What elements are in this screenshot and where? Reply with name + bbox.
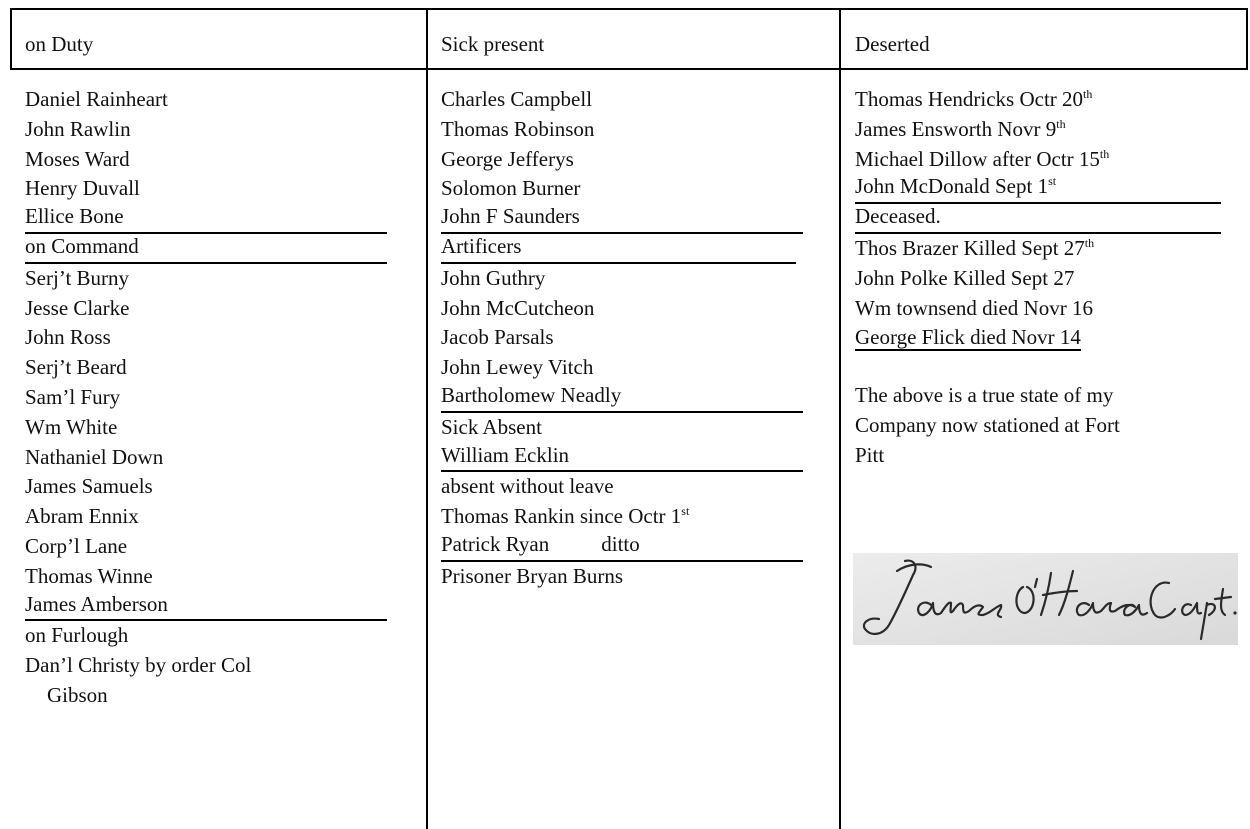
- list-item: [855, 115, 1221, 145]
- list-item: John McCutcheon: [441, 295, 595, 320]
- list-item: Serj’t Burny: [25, 265, 130, 290]
- list-item: [855, 145, 1221, 175]
- ordinal-suffix: th: [1056, 116, 1066, 131]
- ordinal-suffix: th: [1083, 87, 1093, 101]
- list-item: Bartholomew Neadly: [441, 383, 803, 413]
- list-item: James Samuels: [25, 474, 153, 499]
- list-item-text: George Flick died Novr 14: [855, 325, 1081, 350]
- section-heading-on-command: on Command: [25, 234, 387, 264]
- ordinal-suffix: st: [1048, 174, 1057, 189]
- section-heading-deceased: Deceased.: [855, 204, 1221, 234]
- ditto-mark: ditto: [601, 531, 640, 556]
- list-item-text: Patrick Ryan: [441, 531, 550, 556]
- section-heading-sick-absent: Sick Absent: [441, 414, 542, 439]
- header-sick-present: Sick present: [441, 32, 545, 56]
- section-heading-artificers: Artificers: [441, 234, 796, 264]
- list-item-text: Thomas Hendricks Octr 20: [855, 87, 1084, 111]
- list-item: John Polke Killed Sept 27: [855, 265, 1075, 290]
- signature-image: [853, 553, 1238, 645]
- spacer: [855, 353, 1221, 381]
- table-right-border: [1246, 8, 1248, 70]
- list-item: [855, 323, 1221, 353]
- list-item: Ellice Bone: [25, 204, 387, 234]
- table-left-border: [10, 8, 12, 70]
- list-item: [441, 532, 803, 562]
- list-item-text: Thomas Rankin since Octr 1: [441, 504, 682, 529]
- list-item: John Ross: [25, 325, 111, 350]
- list-item-text: John McDonald Sept 1: [855, 174, 1049, 199]
- list-item: Solomon Burner: [441, 176, 581, 201]
- list-item-text: Thos Brazer Killed Sept 27: [855, 235, 1085, 260]
- attestation-line: Company now stationed at Fort: [855, 412, 1120, 437]
- list-item: Abram Ennix: [25, 504, 139, 529]
- sick-present-column: [441, 85, 803, 592]
- list-item: Thomas Robinson: [441, 116, 595, 141]
- list-item: Thomas Winne: [25, 563, 153, 588]
- list-item: Charles Campbell: [441, 87, 593, 111]
- list-item: Prisoner Bryan Burns: [441, 563, 623, 588]
- list-item: Moses Ward: [25, 146, 130, 171]
- list-item: John Guthry: [441, 265, 546, 290]
- list-item: Jesse Clarke: [25, 295, 130, 320]
- column-divider-2: [839, 8, 841, 829]
- on-duty-column: [25, 85, 387, 709]
- list-item: Henry Duvall: [25, 176, 140, 201]
- list-item: Wm White: [25, 414, 118, 439]
- list-item: George Jefferys: [441, 146, 574, 171]
- list-item: Corp’l Lane: [25, 533, 128, 558]
- deserted-column: [855, 85, 1221, 471]
- list-item: [855, 234, 1221, 264]
- list-item: Sam’l Fury: [25, 384, 121, 409]
- attestation-line: Pitt: [855, 442, 885, 467]
- list-item: [855, 174, 1221, 204]
- list-item-text: Michael Dillow after Octr 15: [855, 146, 1100, 171]
- list-item: John F Saunders: [441, 204, 803, 234]
- list-item: John Rawlin: [25, 116, 131, 141]
- attestation-line: The above is a true state of my: [855, 383, 1114, 408]
- list-item: Dan’l Christy by order Col: [25, 653, 252, 678]
- ordinal-suffix: st: [681, 504, 690, 519]
- list-item-continuation: Gibson: [47, 682, 108, 707]
- list-item: Serj’t Beard: [25, 355, 127, 380]
- list-item: Wm townsend died Novr 16: [855, 295, 1093, 320]
- header-deserted: Deserted: [855, 32, 930, 56]
- column-divider-1: [426, 8, 428, 829]
- ordinal-suffix: th: [1099, 146, 1110, 161]
- header-on-duty: on Duty: [25, 32, 94, 56]
- list-item: Nathaniel Down: [25, 444, 164, 469]
- list-item: William Ecklin: [441, 443, 803, 473]
- list-item: [855, 85, 1221, 115]
- list-item: John Lewey Vitch: [441, 355, 594, 380]
- list-item-text: James Ensworth Novr 9: [855, 116, 1057, 141]
- signature-icon: [853, 553, 1238, 645]
- table-top-border: [10, 8, 1248, 10]
- section-heading-absent-without-leave: absent without leave: [441, 474, 614, 499]
- list-item: Daniel Rainheart: [25, 87, 168, 111]
- ordinal-suffix: th: [1084, 235, 1095, 250]
- header-bottom-border: [10, 68, 1248, 70]
- list-item: Jacob Parsals: [441, 325, 554, 350]
- list-item: James Amberson: [25, 592, 387, 622]
- section-heading-on-furlough: on Furlough: [25, 623, 129, 648]
- list-item: [441, 502, 803, 532]
